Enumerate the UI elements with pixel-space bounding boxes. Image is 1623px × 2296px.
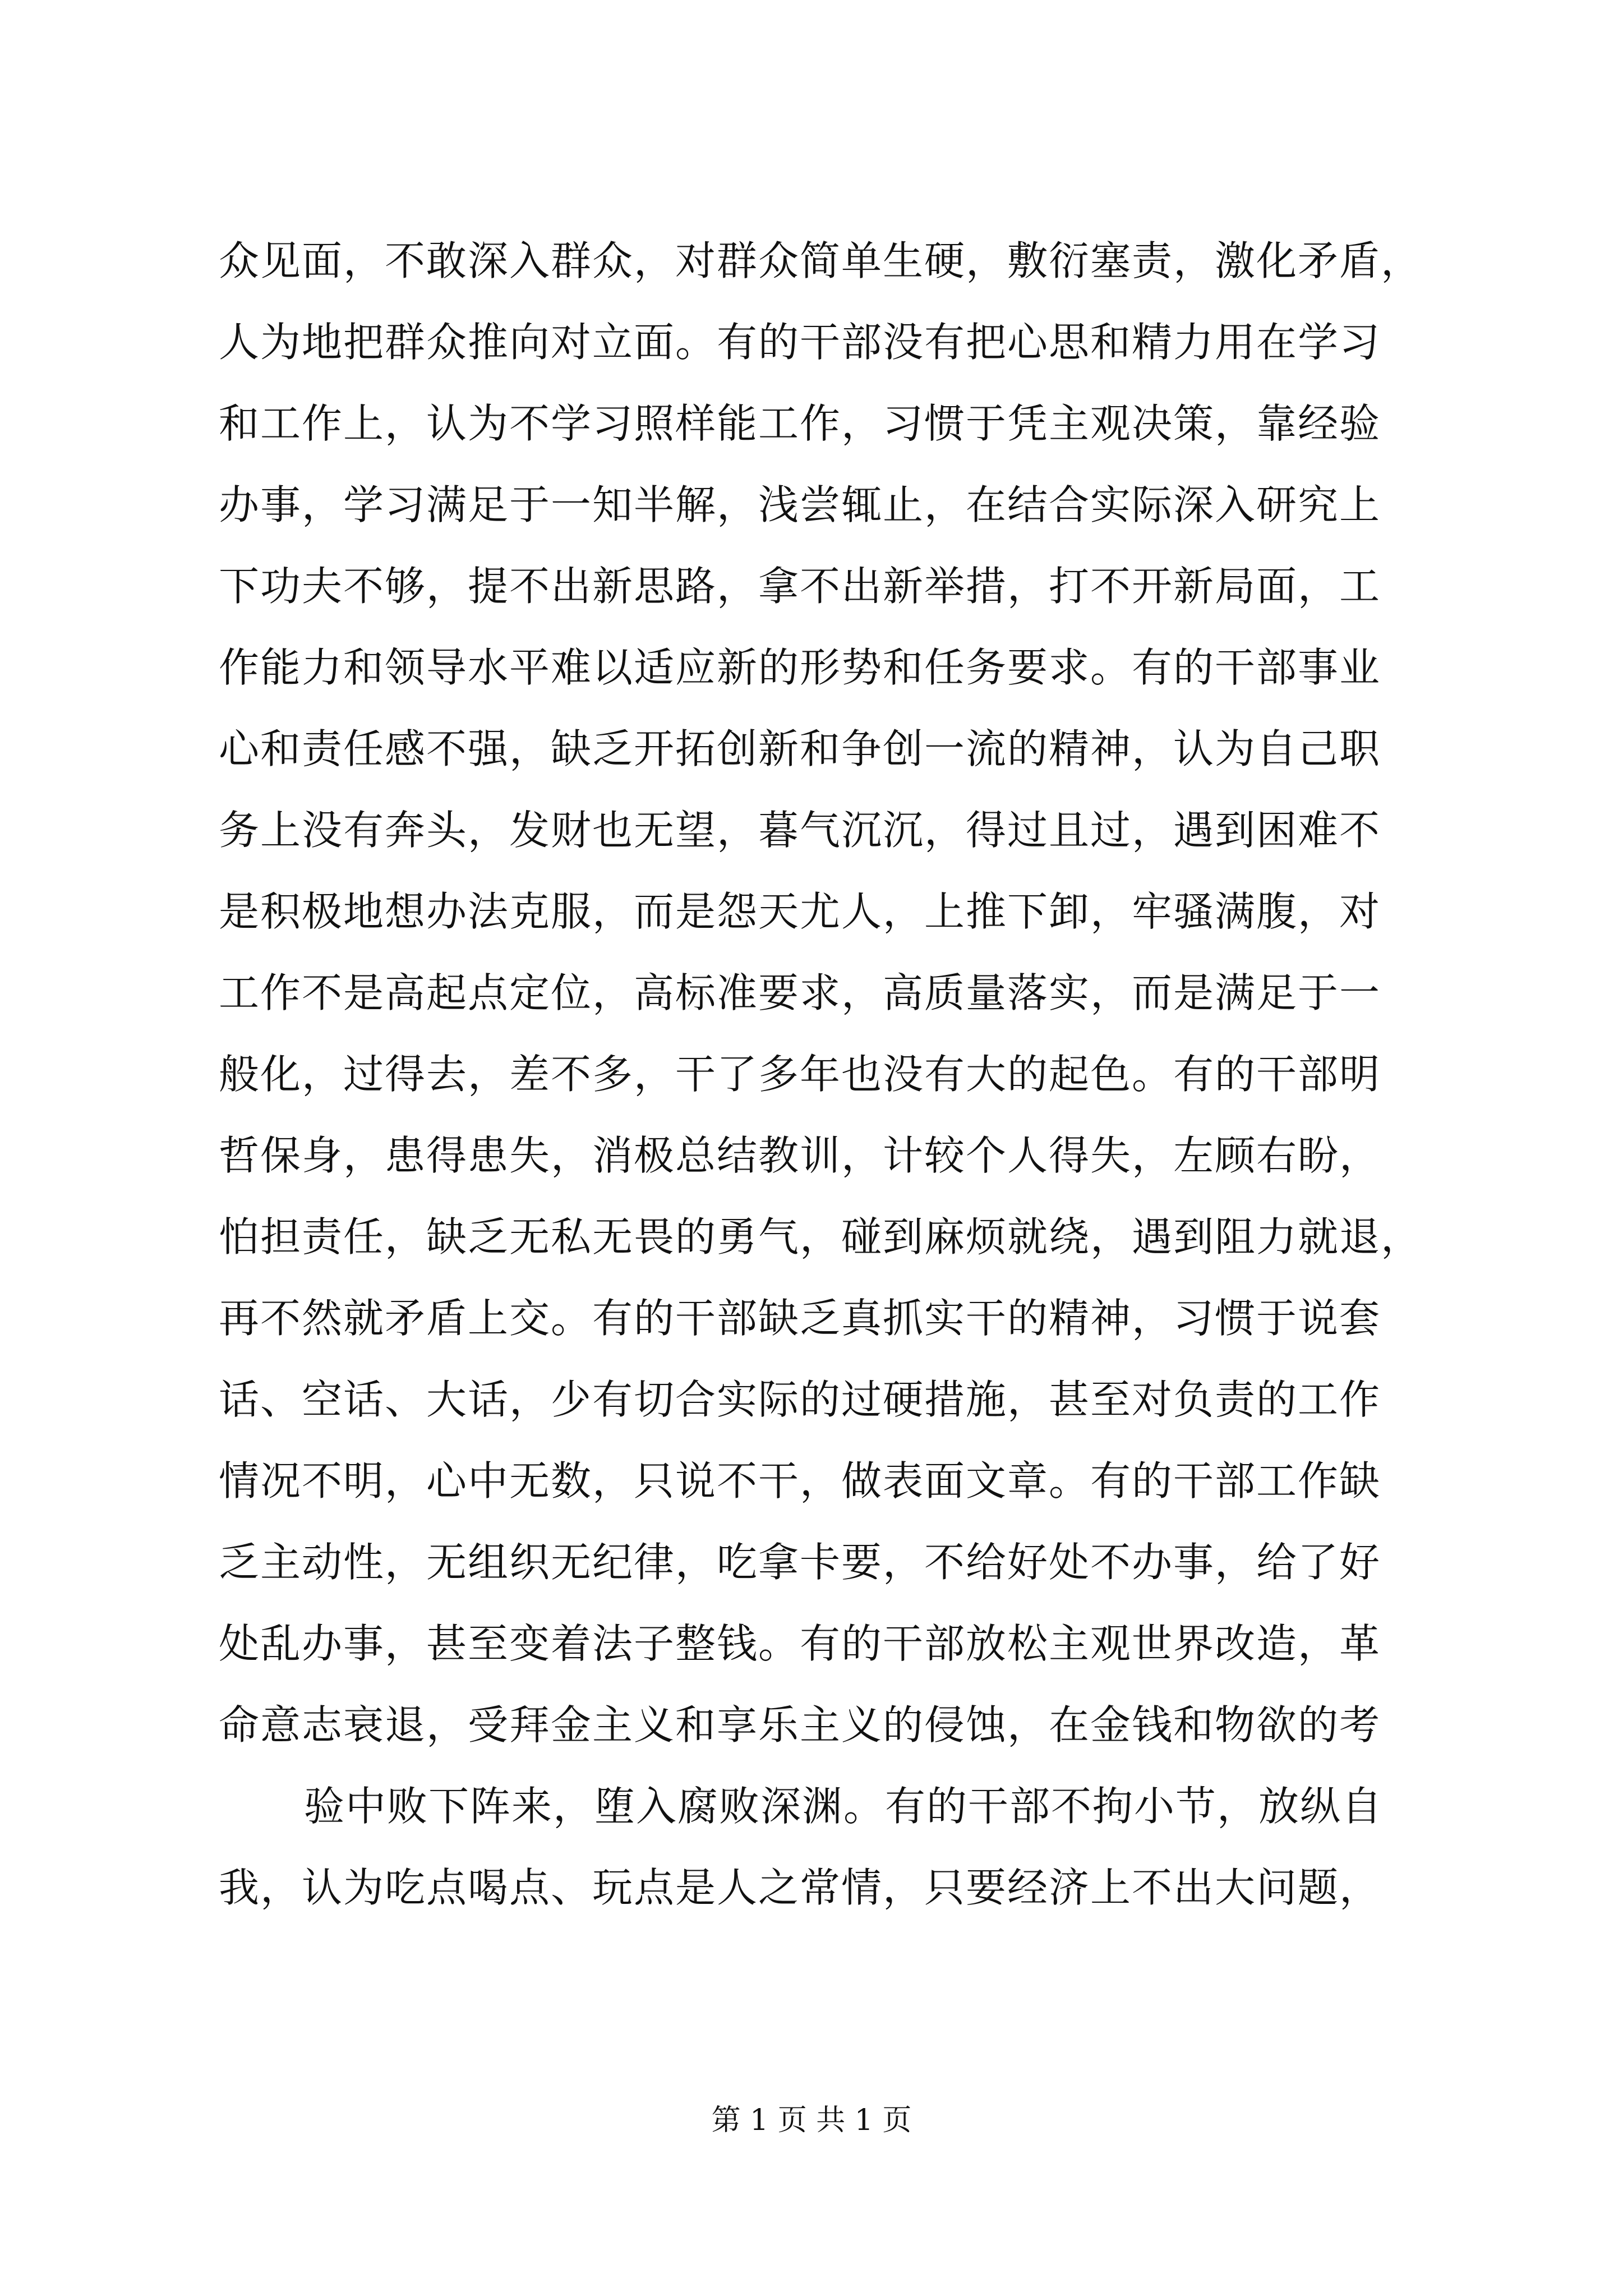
page-footer: 第 1 页 共 1 页 [711, 2104, 912, 2137]
text-line: 乏主动性，无组织无纪律，吃拿卡要，不给好处不办事，给了好 [219, 1539, 1381, 1586]
text-line: 和工作上，认为不学习照样能工作，习惯于凭主观决策，靠经验 [219, 400, 1381, 447]
text-line: 众见面，不敢深入群众，对群众简单生硬，敷衍塞责，激化矛盾， [219, 237, 1423, 284]
text-line: 务上没有奔头，发财也无望，暮气沉沉，得过且过，遇到困难不 [219, 807, 1381, 854]
text-line: 处乱办事，甚至变着法子整钱。有的干部放松主观世界改造，革 [219, 1620, 1381, 1667]
text-line: 办事，学习满足于一知半解，浅尝辄止，在结合实际深入研究上 [219, 481, 1381, 528]
text-line: 哲保身，患得患失，消极总结教训，计较个人得失，左顾右盼， [219, 1132, 1381, 1179]
text-line: 心和责任感不强，缺乏开拓创新和争创一流的精神，认为自己职 [219, 725, 1381, 772]
text-line: 验中败下阵来，堕入腐败深渊。有的干部不拘小节，放纵自 [304, 1783, 1384, 1830]
text-line: 命意志衰退，受拜金主义和享乐主义的侵蚀，在金钱和物欲的考 [219, 1701, 1381, 1749]
text-line: 话、空话、大话，少有切合实际的过硬措施，甚至对负责的工作 [219, 1376, 1381, 1423]
text-line: 般化，过得去，差不多，干了多年也没有大的起色。有的干部明 [219, 1051, 1381, 1098]
text-line: 我，认为吃点喝点、玩点是人之常情，只要经济上不出大问题， [219, 1864, 1381, 1911]
text-line: 人为地把群众推向对立面。有的干部没有把心思和精力用在学习 [219, 319, 1381, 366]
text-line: 是积极地想办法克服，而是怨天尤人，上推下卸，牢骚满腹，对 [219, 888, 1381, 935]
text-line: 再不然就矛盾上交。有的干部缺乏真抓实干的精神，习惯于说套 [219, 1295, 1381, 1342]
text-line: 下功夫不够，提不出新思路，拿不出新举措，打不开新局面，工 [219, 563, 1381, 610]
text-line: 怕担责任，缺乏无私无畏的勇气，碰到麻烦就绕，遇到阻力就退， [219, 1213, 1423, 1260]
text-line: 工作不是高起点定位，高标准要求，高质量落实，而是满足于一 [219, 969, 1381, 1016]
text-line: 作能力和领导水平难以适应新的形势和任务要求。有的干部事业 [219, 644, 1381, 691]
text-line: 情况不明，心中无数，只说不干，做表面文章。有的干部工作缺 [219, 1457, 1381, 1504]
